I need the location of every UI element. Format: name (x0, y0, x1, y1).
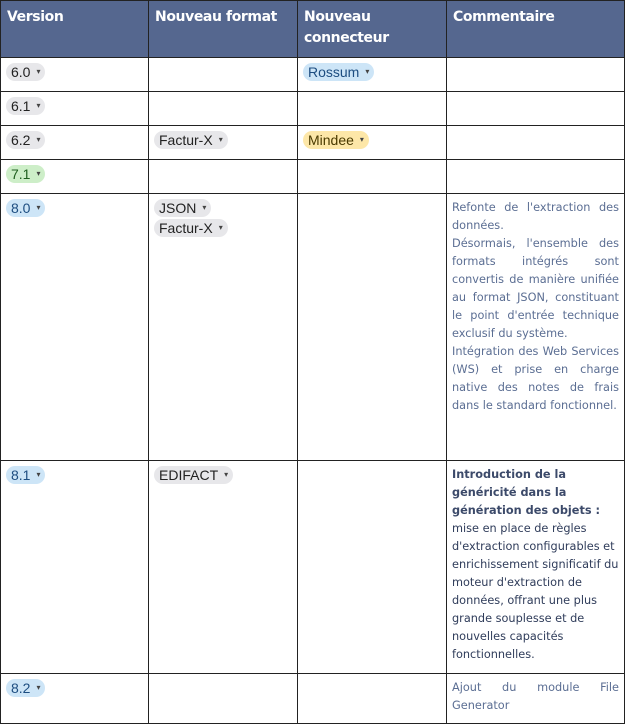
connecteur-chip[interactable]: Rossum ▾ (303, 63, 374, 81)
format-cell (149, 92, 298, 126)
comment-cell (447, 58, 625, 92)
comment-bold-intro: Introduction de la généricité dans la génération des objets : (452, 468, 601, 517)
table-row (1, 461, 625, 674)
comment-cell: Ajout du module File Generator (447, 674, 625, 724)
chevron-down-icon: ▾ (224, 470, 229, 479)
chevron-down-icon: ▾ (218, 135, 223, 144)
version-chip[interactable]: 6.1 ▾ (6, 97, 45, 115)
header-connecteur-line2: connecteur (304, 30, 389, 46)
connecteur-cell (298, 92, 447, 126)
comment-paragraph: Refonte de l'extraction des données. (452, 201, 619, 232)
format-cell (149, 674, 298, 724)
connecteur-cell (298, 160, 447, 194)
version-chip[interactable]: 6.2 ▾ (6, 131, 45, 149)
header-nouveau-connecteur (298, 1, 447, 58)
chevron-down-icon: ▾ (36, 67, 41, 76)
format-chip[interactable]: JSON ▾ (154, 199, 211, 217)
comment-paragraph: Intégration des Web Services (WS) et prise en charge native des notes de frais dans le standard fonctionnel. (452, 345, 619, 412)
chevron-down-icon: ▾ (36, 169, 41, 178)
version-chip[interactable]: 8.0 ▾ (6, 199, 45, 217)
comment-text: mise en place de règles d'extraction configurables et enrichissement significatif du moteur d'extraction de données, offrant une plus grande souplesse et de nouvelles capacités fonctionnelles. (452, 522, 619, 661)
comment-cell (447, 126, 625, 160)
table-row (1, 674, 625, 724)
connecteur-cell (298, 674, 447, 724)
header-nouveau-format: Nouveau format (149, 1, 298, 58)
table-row (1, 160, 625, 194)
format-chip[interactable]: Factur-X ▾ (154, 131, 228, 149)
format-chip[interactable]: EDIFACT ▾ (154, 466, 233, 484)
comment-cell (447, 160, 625, 194)
comment-cell (447, 194, 625, 461)
chevron-down-icon: ▾ (36, 683, 41, 692)
chevron-down-icon: ▾ (359, 135, 364, 144)
header-version: Version (1, 1, 149, 58)
chevron-down-icon: ▾ (36, 203, 41, 212)
table-row (1, 194, 625, 461)
format-chip[interactable]: Factur-X ▾ (154, 219, 228, 237)
version-chip[interactable]: 8.1 ▾ (6, 466, 45, 484)
comment-cell (447, 92, 625, 126)
version-chip[interactable]: 7.1 ▾ (6, 165, 45, 183)
header-row (1, 1, 625, 58)
format-cell (149, 58, 298, 92)
version-chip[interactable]: 6.0 ▾ (6, 63, 45, 81)
chevron-down-icon: ▾ (36, 101, 41, 110)
format-cell (149, 160, 298, 194)
connecteur-cell (298, 461, 447, 674)
chevron-down-icon: ▾ (202, 203, 207, 212)
table-row (1, 92, 625, 126)
chevron-down-icon: ▾ (36, 470, 41, 479)
comment-paragraph: Désormais, l'ensemble des formats intégrés sont convertis de manière unifiée au format JSON, constituant le point d'entrée technique exclusif du système. (452, 237, 619, 340)
chevron-down-icon: ▾ (365, 67, 370, 76)
header-connecteur-line1: Nouveau (304, 9, 371, 25)
connecteur-chip[interactable]: Mindee ▾ (303, 131, 369, 149)
header-commentaire: Commentaire (447, 1, 625, 58)
connecteur-cell (298, 194, 447, 461)
table-row (1, 126, 625, 160)
version-chip[interactable]: 8.2 ▾ (6, 679, 45, 697)
chevron-down-icon: ▾ (36, 135, 41, 144)
chevron-down-icon: ▾ (218, 223, 223, 232)
table-row (1, 58, 625, 92)
comment-cell (447, 461, 625, 674)
